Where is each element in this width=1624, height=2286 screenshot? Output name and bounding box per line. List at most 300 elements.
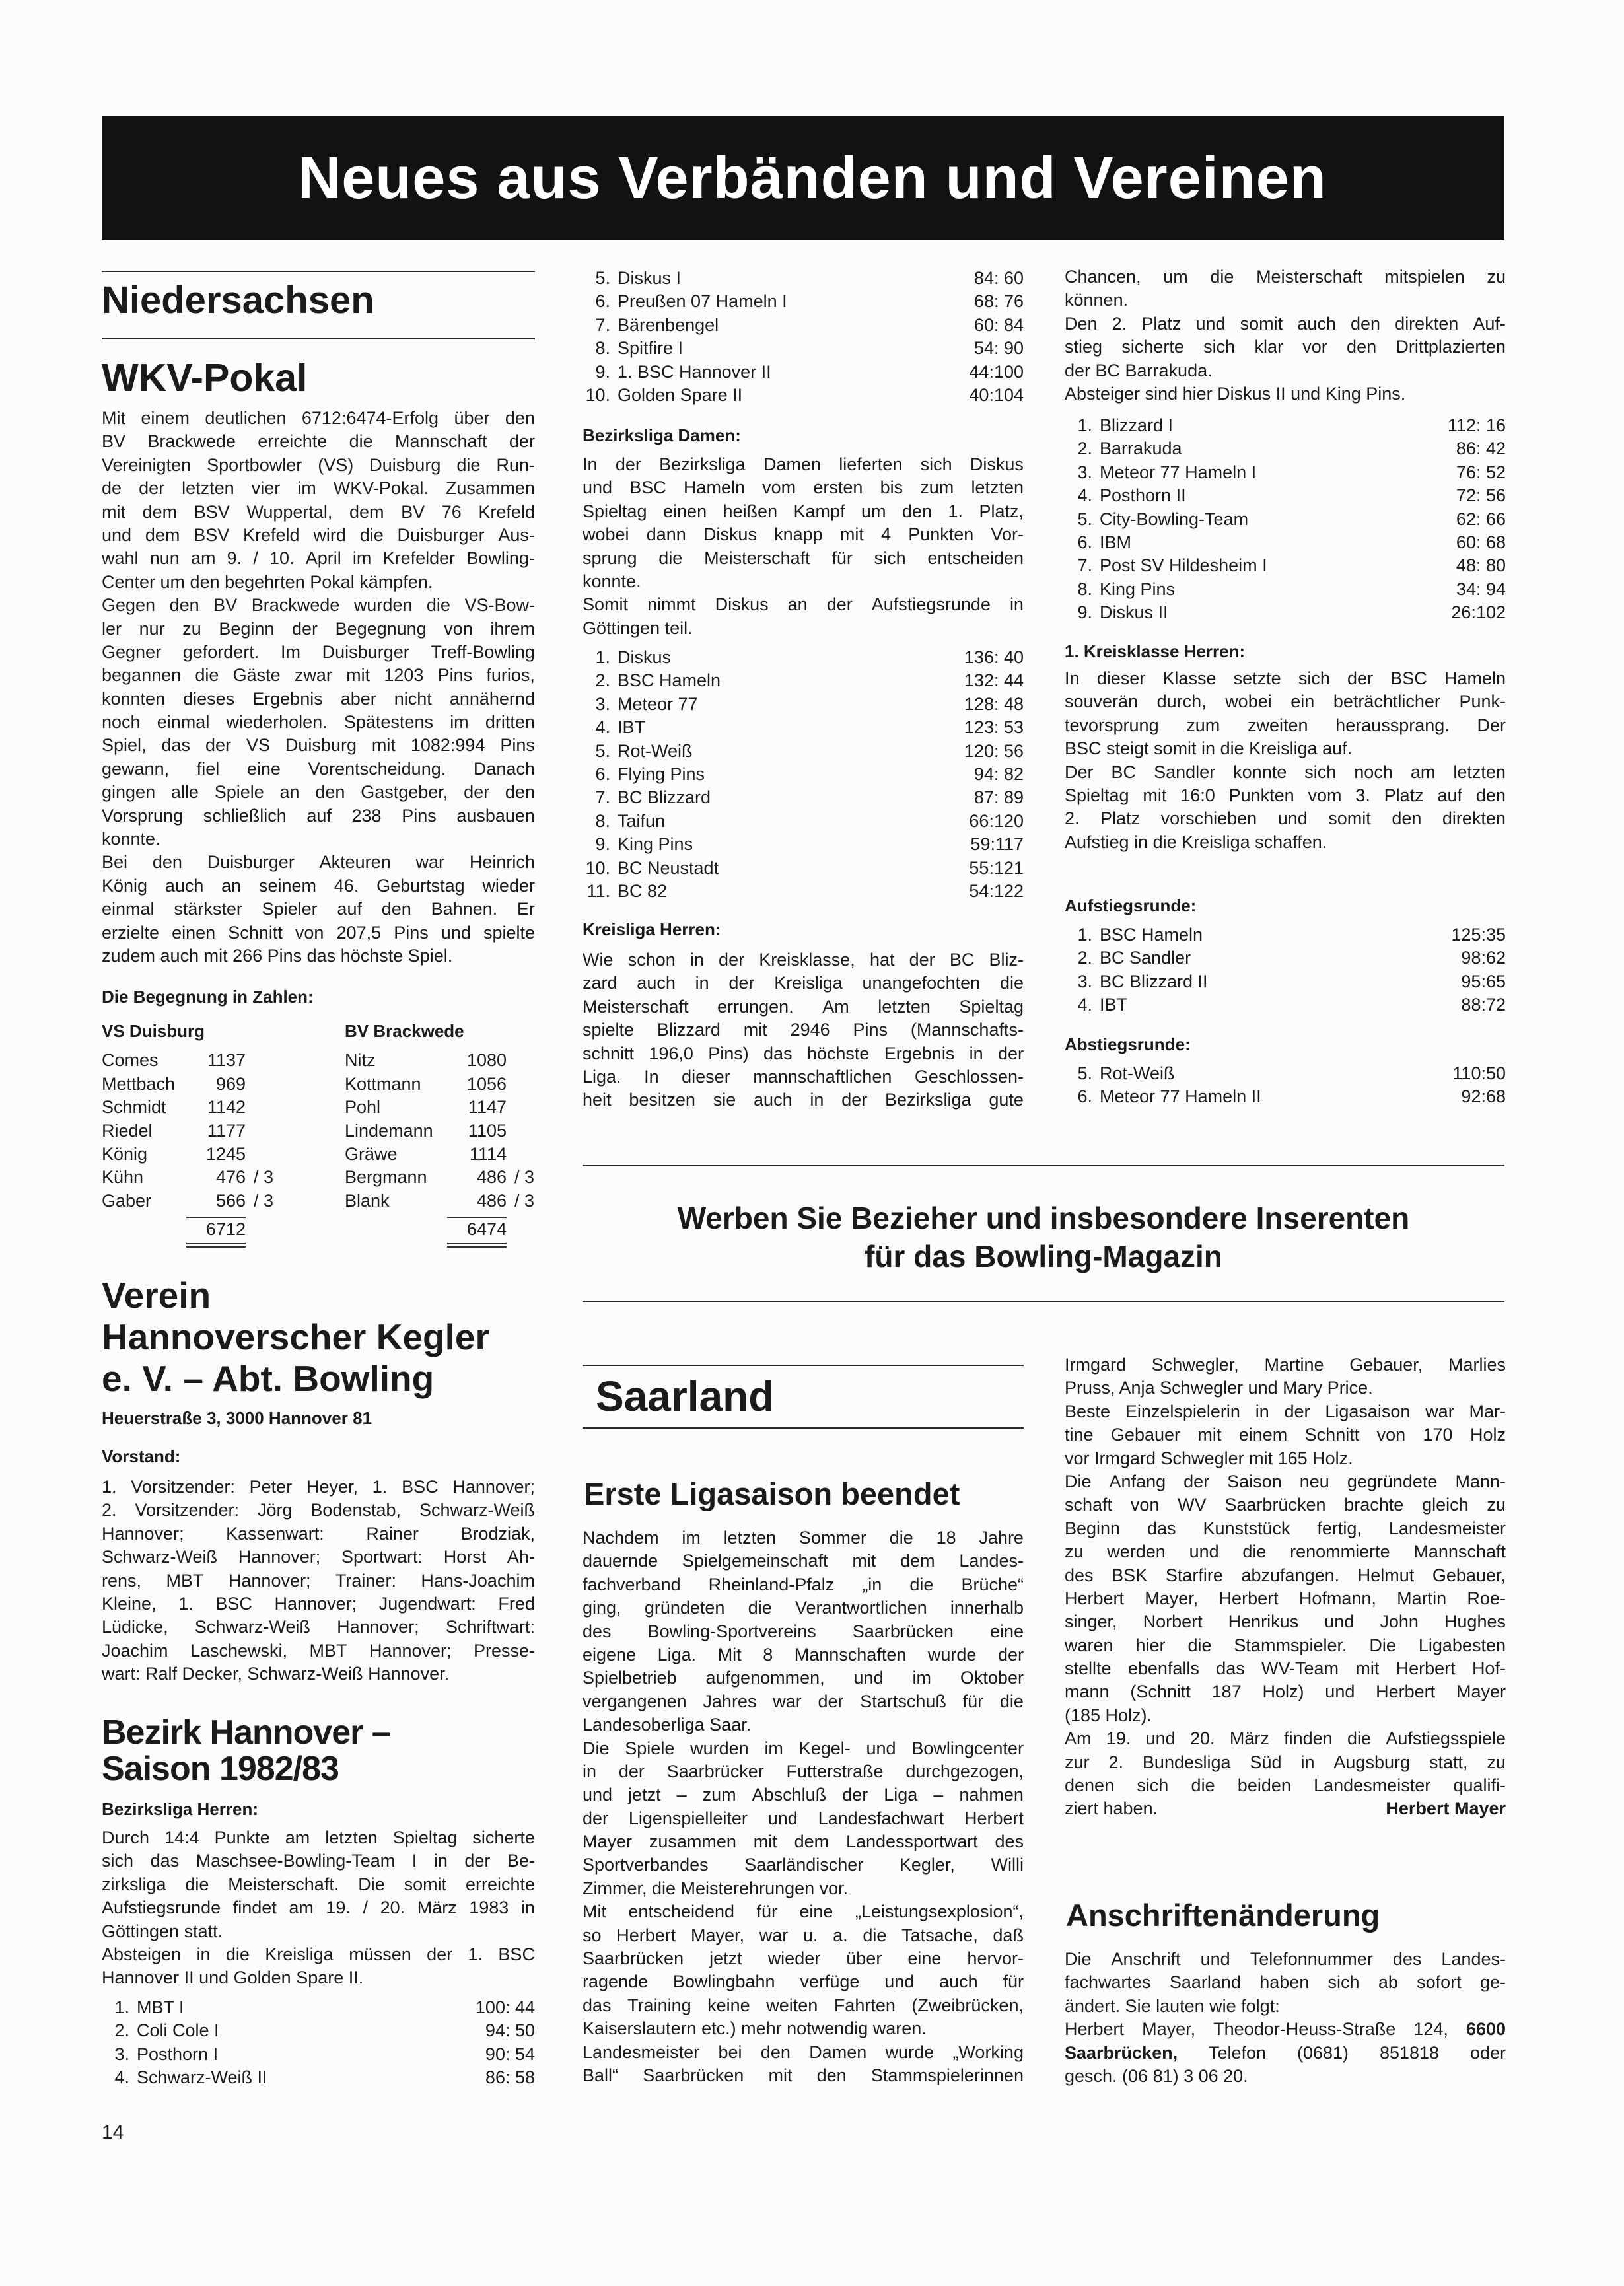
standings-score: 86: 42 [1456,439,1506,459]
word: BSV [194,501,230,522]
word: Meisterschaft [583,996,689,1017]
word: Henrikus [1228,1612,1299,1632]
kreisliga-body-cont [1065,266,1506,406]
standings-row [1065,461,1506,484]
text-line [1065,1727,1506,1750]
word: Marlies [1448,1355,1506,1375]
word: Die [1065,1949,1092,1969]
player-name: Mettbach [102,1073,176,1094]
word: Nachdem [583,1528,659,1548]
word: Starfire [1165,1565,1223,1585]
word: Hameln [1444,668,1506,688]
divider [583,1165,1504,1166]
standings-kreisliga [1065,414,1506,625]
word: ihrem [490,618,535,639]
word: müssen [349,1944,411,1964]
word: dieses [183,688,235,709]
text-line [102,641,535,664]
word: Bowlingbahn [672,1972,775,1992]
word: beträchtlicher [1333,692,1440,712]
word: Aufstiegsrunde [102,1898,221,1918]
word: fiel [196,758,220,779]
word: zu [1487,1495,1506,1515]
word: Hannover; [228,1570,311,1590]
word: mit [839,524,864,545]
word: 1. [948,501,963,521]
word: Irmgard [1065,1355,1127,1375]
word: BSC [215,1593,252,1614]
word: dem [900,1551,935,1571]
word: zweiten [1247,715,1308,735]
word: gründeten [644,1598,725,1618]
word: Damen [809,2042,867,2062]
text-line [583,1065,1024,1089]
word: in [1300,1752,1315,1772]
word: Horst [443,1547,487,1567]
word: der [427,1944,453,1964]
standings-score: 94: 50 [485,2020,535,2041]
standings-rank: 9. [1077,602,1092,623]
text-line: konnte. [102,829,160,849]
word: Am [822,996,849,1017]
word: mitspielen [1384,267,1465,287]
word: hervor- [967,1948,1024,1969]
standings-score: 72: 56 [1456,485,1506,506]
text-line: konnte. [583,571,641,591]
word: den [505,782,535,803]
standings-row [1065,437,1506,460]
word: Spieltag [583,501,647,521]
standings-team: BC Sandler [1100,948,1191,968]
word: besitzen [629,1090,695,1110]
word: sie [713,1090,736,1110]
standings-score: 98:62 [1461,948,1506,968]
text-line [583,2041,1024,2064]
word: gegründete [1347,1471,1438,1491]
word: Willi [991,1855,1024,1875]
text-line [1065,1423,1506,1447]
text-line [583,995,1024,1018]
word: Duisburg [285,735,357,756]
word: jetzt [709,1948,742,1969]
word: der [818,1691,844,1711]
word: am [285,1828,310,1847]
text-line [102,501,535,524]
word: (Schnitt [1130,1682,1191,1702]
standings-team: 1. BSC Hannover II [618,361,771,382]
standings-score: 125:35 [1451,925,1506,945]
standings-score: 44:100 [969,361,1024,382]
word: letzten [878,996,931,1017]
word: 9. [227,548,242,569]
word: die [999,1691,1024,1711]
standings-row [583,763,1024,786]
word: der [719,950,745,970]
player-score: 1137 [207,1050,246,1071]
text-line [102,1546,535,1569]
word: des [995,1832,1024,1852]
article-body-wkv [102,407,535,968]
article-title-saarland: Erste Ligasaison beendet [584,1476,960,1511]
standings-score: 94: 82 [973,764,1024,784]
word: Kegel- [798,1738,851,1758]
text-line [102,851,535,874]
page-number: 14 [102,2122,124,2143]
word: erreichte [465,1874,535,1894]
word: fachverband [583,1574,681,1594]
word: einen [172,922,216,943]
word: Der [1477,715,1506,735]
word: das [161,735,191,756]
standings-team: Coli Cole I [137,2020,219,2041]
word: von [1376,1425,1406,1445]
word: gefordert. [182,641,260,662]
word: somit [1240,313,1283,334]
word: wiederholen. [226,712,328,732]
word: Klasse [1162,668,1217,688]
word: Duisburger [207,852,295,873]
standings-rank: 4. [1077,485,1092,506]
standings-team: Meteor 77 [618,694,698,714]
word: Pins [402,805,437,826]
word: Kreisliga [265,1944,334,1964]
word: zwar [294,665,332,686]
word: wurden [353,595,413,616]
word: 207,5 [336,922,382,943]
article-title-bezirk [102,1715,390,1787]
text-line [1065,266,1506,289]
word: In [644,1066,659,1087]
word: letzten [182,478,234,499]
standings-row [583,314,1024,337]
word: Somit [583,594,629,615]
word: Sandler [1154,762,1216,782]
standings-rank: 6. [595,764,610,784]
team-name: BV Brackwede [345,1021,464,1041]
word: nun [149,548,180,569]
text-line [583,1853,1024,1876]
ad-banner [583,1199,1504,1275]
text-line [583,948,1024,972]
word: Saarländischer [744,1855,864,1875]
word: renommierte [1290,1542,1390,1562]
standings-score: 40:104 [969,384,1024,405]
text-line [102,804,535,828]
standings-team: Rot-Weiß [618,740,693,761]
text-line [583,1042,1024,1065]
word: wobei [1225,692,1272,712]
standings-team: Posthorn II [1100,485,1186,506]
word: Sommer [798,1528,866,1548]
player-name: Bergmann [345,1167,427,1188]
word: und [1145,1729,1176,1749]
word: letzten [325,1828,378,1847]
text-line [583,972,1024,995]
word: Ball“ [583,2065,619,2085]
text-line [102,618,535,641]
word: des [1065,1565,1094,1585]
subhead-vorstand: Vorstand: [102,1447,181,1466]
word: 1082:994 [410,735,485,756]
text-line [1065,1400,1506,1423]
player-score: 1105 [468,1120,507,1141]
text-line: Absteiger sind hier Diskus II und King Pins. [1065,383,1406,404]
word: spielte [583,1020,635,1040]
word: zard [583,973,618,993]
word: für [756,1902,777,1922]
word: BC [1111,762,1137,782]
word: mit [753,1832,777,1852]
word: Spielbetrieb [583,1668,677,1688]
text-line [1065,1540,1506,1563]
text-line [583,1666,1024,1690]
word: und [767,1808,798,1828]
word: Spiele [214,782,264,803]
word: Bowling- [466,548,535,569]
player-games: / 3 [514,1167,535,1188]
word: einmal [102,899,155,919]
standings-row [583,857,1024,880]
word: Jahre [979,1528,1024,1548]
standings-rank: 11. [586,880,610,901]
word: dieser [1096,668,1146,688]
divider [583,1365,1024,1366]
word: der [139,478,165,499]
subhead-abstiegsrunde: Abstiegsrunde: [1065,1034,1191,1054]
standings-team: BSC Hameln [618,670,721,691]
word: Duisburger [397,524,485,545]
word: rens, [102,1570,142,1590]
word: Spielgemeinschaft [682,1551,828,1571]
standings-row [1065,601,1506,624]
standings-team: MBT I [137,1997,184,2017]
word: Holz [1469,1425,1506,1445]
word: um [861,501,886,521]
word: (VS) [318,454,354,475]
word: letzten [723,1528,777,1548]
word: Kassenwart: [226,1523,324,1544]
divider [583,1427,1024,1429]
word: zu [182,618,201,639]
word: / [253,548,258,569]
word: Ergebnis [884,1043,955,1063]
word: Futterstraße [786,1761,884,1781]
team-total [345,1218,543,1241]
word: entscheiden [927,548,1024,568]
player-score: 486 [476,1167,507,1188]
word: die [1191,1775,1215,1796]
standings-team: Barrakuda [1100,439,1182,459]
text-line [583,1760,1024,1783]
word: de [102,478,122,499]
player-score: 486 [476,1190,507,1211]
word: WKV-Pokal. [333,478,429,499]
text-line [583,1690,1024,1713]
word: ersten [813,478,863,498]
word: Bundesliga [1142,1752,1231,1772]
text-line [102,898,535,921]
word: Der [1065,762,1094,782]
word: Durch [102,1828,150,1847]
word: entscheidend [628,1902,735,1922]
text-line [583,1526,1024,1550]
subhead-kreisklasse: 1. Kreisklasse Herren: [1065,641,1246,661]
player-row [102,1120,300,1143]
word: Stammspieler. [1234,1635,1347,1655]
standings-row [1065,414,1506,437]
word: Punkten [1228,785,1294,805]
word: mit [1143,785,1167,805]
word: Herbert [616,1925,676,1945]
word: auch [164,875,204,896]
word: abzufangen. [1241,1565,1340,1585]
standings-team: City-Bowling-Team [1100,509,1249,529]
word: dritten [485,712,535,732]
standings-row [1065,970,1506,993]
word: 76 [441,501,462,522]
word: Stammspielerinnen [870,2065,1024,2085]
word: Geschlossen- [914,1066,1024,1087]
standings-row [583,716,1024,739]
word: Platz [1100,808,1141,829]
word: eine [989,1621,1024,1641]
text-line [583,500,1024,523]
word: Maschsee-Bowling-Team [195,1851,396,1871]
standings-score: 84: 60 [973,268,1024,288]
text-line [1065,1774,1506,1797]
text-line [1065,336,1506,359]
player-name: Kottmann [345,1073,421,1094]
word: Ligasaison [1325,1401,1411,1421]
text-line: Hannover II und Golden Spare II. [102,1968,364,1988]
word: den [816,2065,847,2085]
standings-team: Diskus II [1100,602,1168,623]
word: somit [404,1874,447,1894]
word: Training [627,1995,691,2015]
word: Beste [1065,1401,1111,1421]
word: Ah- [507,1547,535,1567]
word: Spiel, [102,735,147,756]
text-line [102,1569,535,1592]
standings-bezirksliga-damen [583,646,1024,903]
word: erzielte [102,922,160,943]
word: Geburtstag [376,875,465,896]
text-line [583,1089,1024,1112]
word: Landessportwart [845,1832,978,1852]
standings-rank: 5. [1077,509,1092,529]
word: heraussprang. [1335,715,1450,735]
word: Jugendwart: [378,1593,476,1614]
word: in [196,1944,211,1964]
word: für [1003,1972,1024,1992]
word: ging, [583,1598,621,1618]
text-line [102,524,535,547]
word: an [221,875,242,896]
word: Landesmeister [1388,1518,1506,1538]
word: Akteuren [319,852,391,873]
word: stärkster [174,899,242,919]
standings-row [583,740,1024,763]
text-line [102,1476,535,1499]
word: Schwarz-Weiß [194,1617,310,1637]
player-name: König [102,1143,148,1164]
standings-team: Flying Pins [618,764,705,784]
word: an [787,594,808,615]
article-title-verein [102,1275,489,1400]
word: (0681) [1296,2042,1349,2063]
word: keine [707,1995,750,2015]
word: Mar- [1469,1401,1506,1421]
word: schließlich [203,805,287,826]
text-line: Center um den begehrten Pokal kämpfen. [102,571,433,592]
word: Vorsprung [102,805,184,826]
word: souverän [1065,692,1139,712]
word: Hannover; [238,1547,321,1567]
word: die [1347,1729,1372,1749]
word: und [583,1785,613,1805]
standings-row [583,267,1024,290]
word: furios, [486,665,535,686]
word: Sportwart: [341,1547,423,1567]
word: MBT [166,1570,204,1590]
bezirk-body [102,1826,535,1990]
standings-rank: 6. [1077,1087,1092,1107]
word: Einzelspielerin [1125,1401,1240,1421]
subhead-kreisliga-herren: Kreisliga Herren: [583,919,721,939]
word: für [831,548,853,568]
text-line: gesch. (06 81) 3 06 20. [1065,2065,1248,2086]
word: 2. [1065,808,1080,829]
word: und [1324,1612,1355,1632]
word: Hannover; [337,1617,419,1637]
word: eigene [583,1644,637,1664]
team-total-value: 6474 [466,1219,507,1240]
word: – [933,1785,944,1805]
text-line [583,1573,1024,1596]
word: einem [1238,1425,1288,1445]
word: 4 [881,524,892,545]
word: Am [1065,1729,1092,1749]
word: auch [637,973,676,993]
word: sich [1137,1775,1169,1796]
word: Saarbrücken [852,1621,954,1641]
word: Jahres [703,1691,757,1711]
word: dann [646,524,686,545]
standings-team: King Pins [618,834,693,855]
text-line [102,1522,535,1546]
word: mannschaftlichen [753,1066,892,1087]
text-line [102,594,535,617]
standings-rank: 6. [595,291,610,312]
text-line [102,1592,535,1616]
text-line [1065,1797,1506,1820]
word: Punkten [908,524,974,545]
word: Saison [1227,1471,1282,1491]
word: sofort [1417,1972,1462,1993]
word: hier [1135,1635,1166,1655]
word: die [225,1944,250,1964]
standings-rank: 1. [595,647,610,667]
standings-row [1065,484,1506,507]
word: fachwartes [1065,1972,1151,1993]
word: Landesmeister [1314,1775,1431,1796]
standings-score: 60: 68 [1456,532,1506,552]
word: dem [142,501,178,522]
standings-team: Posthorn I [137,2044,219,2064]
text-line: Göttingen statt. [102,1921,223,1941]
text-line [1065,1971,1506,1994]
text-line [583,547,1024,570]
